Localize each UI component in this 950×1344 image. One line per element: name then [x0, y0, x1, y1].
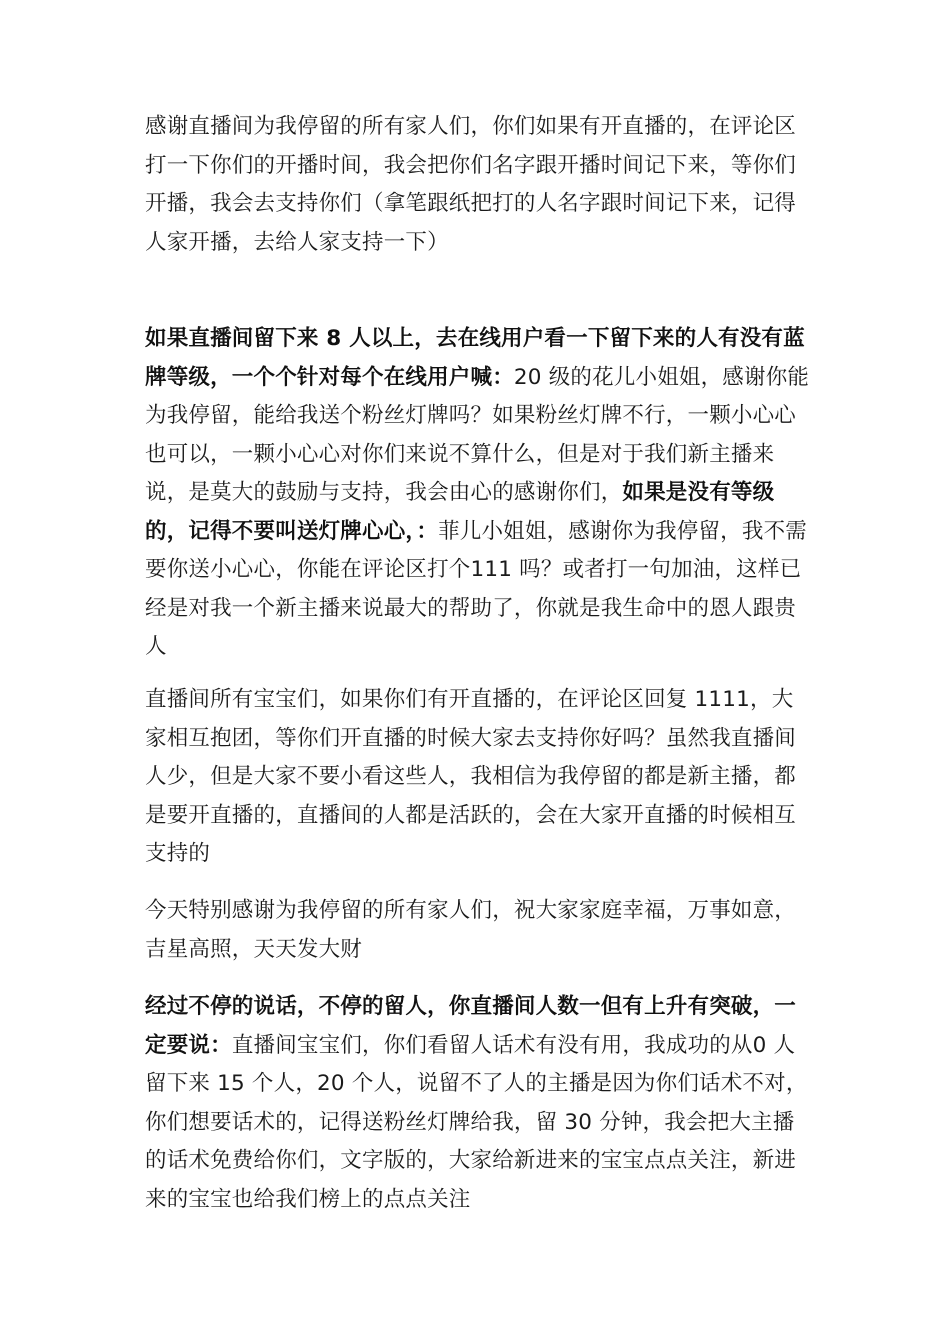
paragraph-text: 今天特别感谢为我停留的所有家人们，祝大家家庭幸福，万事如意，吉星高照，天天发大财 — [145, 898, 797, 962]
paragraph-online-users — [145, 320, 810, 667]
bold-instruction: 如果是没有等级的，记得不要叫送灯牌心心，： — [145, 480, 775, 544]
paragraph-text: 20 级的花儿小姐姐，感谢你能为我停留，能给我送个粉丝灯牌吗？如果粉丝灯牌不行，一颗小心心也可以，一颗小心心对你们来说不算什么，但是对于我们新主播来说，是莫大的鼓励与支持，我会由心的感谢你们， — [145, 364, 810, 505]
bold-instruction: 如果直播间留下来 8 人以上，去在线用户看一下留下来的人有没有蓝牌等级，一个个针对每个在线用户喊： — [145, 326, 805, 390]
paragraph-group-support — [145, 681, 810, 874]
paragraph-blessing — [145, 892, 810, 969]
paragraph-text: 直播间宝宝们，你们看留人话术有没有用，我成功的从0 人留下来 15 个人，20 个人，说留不了人的主播是因为你们话术不对，你们想要话术的，记得送粉丝灯牌给我，留 30 分钟，我会把大主播的话术免费给你们，文字版的，大家给新进来的宝宝点点关注，新进来的宝宝也给我们榜上的点点关注 — [145, 1032, 808, 1212]
paragraph-thanks-viewers — [145, 108, 810, 262]
paragraph-text: 直播间所有宝宝们，如果你们有开直播的，在评论区回复 1111，大家相互抱团，等你们开直播的时候大家去支持你好吗？虽然我直播间人少，但是大家不要小看这些人，我相信为我停留的都是新主播，都是要开直播的，直播间的人都是活跃的，会在大家开直播的时候相互支持的 — [145, 687, 797, 866]
paragraph-breakthrough — [145, 988, 810, 1219]
bold-instruction: 经过不停的说话，不停的留人，你直播间人数一但有上升有突破，一定要说： — [145, 994, 797, 1058]
paragraph-text: 菲儿小姐姐，感谢你为我停留，我不需要你送小心心，你能在评论区打个111 吗？或者打一句加油，这样已经是对我一个新主播来说最大的帮助了，你就是我生命中的恩人跟贵人 — [145, 518, 807, 659]
paragraph-text: 感谢直播间为我停留的所有家人们，你们如果有开直播的，在评论区打一下你们的开播时间，我会把你们名字跟开播时间记下来，等你们开播，我会去支持你们（拿笔跟纸把打的人名字跟时间记下来，记得人家开播，去给人家支持一下） — [145, 114, 797, 255]
